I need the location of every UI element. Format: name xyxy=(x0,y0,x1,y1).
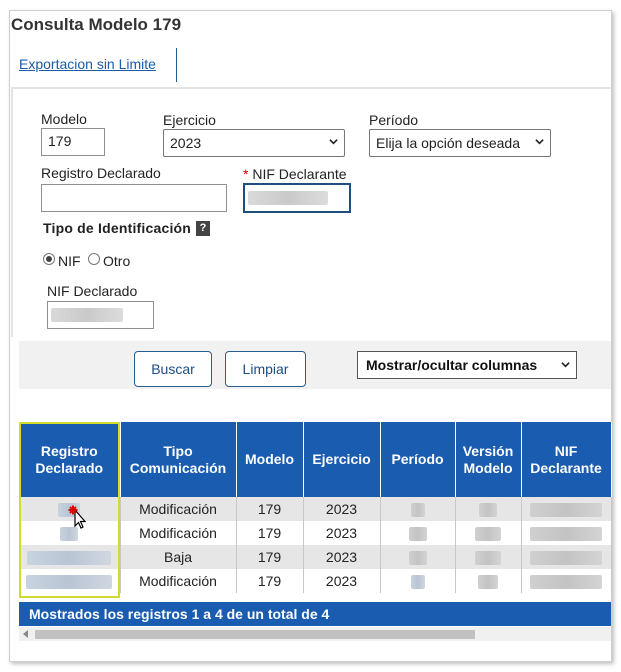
ejercicio-label: Ejercicio xyxy=(163,112,216,128)
tab-separator xyxy=(176,48,177,82)
nif-declarante-label-text: NIF Declarante xyxy=(252,166,347,182)
chevron-down-icon xyxy=(561,360,570,369)
table-row[interactable] xyxy=(19,569,611,593)
redacted-value xyxy=(51,308,123,322)
cell-registro[interactable] xyxy=(19,569,120,593)
registro-declarado-label: Registro Declarado xyxy=(41,165,161,181)
table-row[interactable] xyxy=(19,521,611,545)
results-table xyxy=(19,422,611,593)
redacted-value xyxy=(530,503,602,517)
col-header-registro-declarado[interactable]: Registro Declarado xyxy=(19,422,120,497)
table-row[interactable] xyxy=(19,497,611,521)
radio-nif[interactable] xyxy=(43,253,55,265)
page-title: Consulta Modelo 179 xyxy=(11,15,182,34)
table-header-row xyxy=(19,422,611,497)
cell-tipo: Modificación xyxy=(120,569,236,593)
radio-nif-label: NIF xyxy=(58,253,81,269)
ejercicio-selected: 2023 xyxy=(170,135,202,151)
registro-declarado-input[interactable] xyxy=(41,184,227,212)
cell-ejercicio: 2023 xyxy=(303,569,380,593)
help-icon[interactable]: ? xyxy=(196,221,210,236)
col-header-tipo-comunicacion[interactable]: Tipo Comunicación xyxy=(120,422,236,497)
cell-ejercicio: 2023 xyxy=(303,545,380,569)
periodo-label: Período xyxy=(369,112,419,128)
redacted-value xyxy=(530,551,602,565)
redacted-value xyxy=(409,527,427,541)
cell-version xyxy=(455,497,521,521)
radio-otro[interactable] xyxy=(88,253,100,265)
cell-nif-declarante xyxy=(521,545,611,569)
cell-nif-declarante xyxy=(521,521,611,545)
cell-nif-declarante xyxy=(521,497,611,521)
cell-modelo: 179 xyxy=(236,545,303,569)
tab-export-sin-limite[interactable]: Exportacion sin Limite xyxy=(19,56,156,72)
mouse-cursor-icon xyxy=(66,504,86,530)
nif-declarante-label xyxy=(243,166,347,182)
cell-periodo xyxy=(380,569,455,593)
col-header-periodo[interactable]: Período xyxy=(380,422,455,497)
modelo-input[interactable]: 179 xyxy=(41,128,105,156)
redacted-value xyxy=(475,527,501,541)
col-header-ejercicio[interactable]: Ejercicio xyxy=(303,422,380,497)
redacted-value xyxy=(479,503,497,517)
cell-tipo: Modificación xyxy=(120,521,236,545)
col-header-nif-declarante[interactable]: NIF Declarante xyxy=(521,422,611,497)
redacted-value xyxy=(530,575,602,589)
redacted-value xyxy=(26,575,112,589)
action-bar xyxy=(19,341,611,389)
ejercicio-select[interactable] xyxy=(163,129,345,157)
radio-otro-label: Otro xyxy=(103,253,131,269)
periodo-select[interactable] xyxy=(369,129,551,157)
cell-modelo: 179 xyxy=(236,569,303,593)
nif-declarado-label: NIF Declarado xyxy=(47,283,138,299)
cell-tipo: Baja xyxy=(120,545,236,569)
col-header-modelo[interactable]: Modelo xyxy=(236,422,303,497)
cell-version xyxy=(455,521,521,545)
col-header-version-modelo[interactable]: Versión Modelo xyxy=(455,422,521,497)
redacted-value xyxy=(478,575,498,589)
nif-declarante-input[interactable] xyxy=(243,183,351,213)
table-summary: Mostrados los registros 1 a 4 de un total de 4 xyxy=(19,602,611,626)
columns-toggle-select[interactable] xyxy=(357,351,577,379)
cell-version xyxy=(455,545,521,569)
table-row[interactable] xyxy=(19,545,611,569)
redacted-value xyxy=(248,191,328,205)
modelo-label: Modelo xyxy=(41,111,87,127)
tipo-identificacion-label: Tipo de Identificación xyxy=(43,220,192,236)
cell-modelo: 179 xyxy=(236,497,303,521)
chevron-down-icon xyxy=(535,137,544,146)
buscar-button[interactable]: Buscar xyxy=(134,351,212,387)
columns-toggle-label: Mostrar/ocultar columnas xyxy=(366,357,538,373)
required-marker: * xyxy=(243,166,249,182)
cell-ejercicio: 2023 xyxy=(303,521,380,545)
cell-registro[interactable] xyxy=(19,545,120,569)
redacted-value xyxy=(411,575,425,589)
search-form xyxy=(11,87,611,337)
redacted-value xyxy=(475,551,501,565)
cell-periodo xyxy=(380,545,455,569)
limpiar-button[interactable]: Limpiar xyxy=(225,351,306,387)
cell-version xyxy=(455,569,521,593)
periodo-selected: Elija la opción deseada xyxy=(376,135,520,151)
cell-ejercicio: 2023 xyxy=(303,497,380,521)
cell-nif-declarante xyxy=(521,569,611,593)
scroll-left-icon[interactable] xyxy=(23,630,28,638)
cell-tipo: Modificación xyxy=(120,497,236,521)
horizontal-scrollbar[interactable] xyxy=(19,627,611,641)
cell-modelo: 179 xyxy=(236,521,303,545)
redacted-value xyxy=(27,551,111,565)
cell-periodo xyxy=(380,521,455,545)
redacted-value xyxy=(409,551,427,565)
chevron-down-icon xyxy=(329,137,338,146)
nif-declarado-input[interactable] xyxy=(47,301,154,329)
scroll-thumb[interactable] xyxy=(35,630,475,639)
cell-periodo xyxy=(380,497,455,521)
redacted-value xyxy=(530,527,602,541)
tab-bar xyxy=(11,48,611,82)
redacted-value xyxy=(411,503,425,517)
